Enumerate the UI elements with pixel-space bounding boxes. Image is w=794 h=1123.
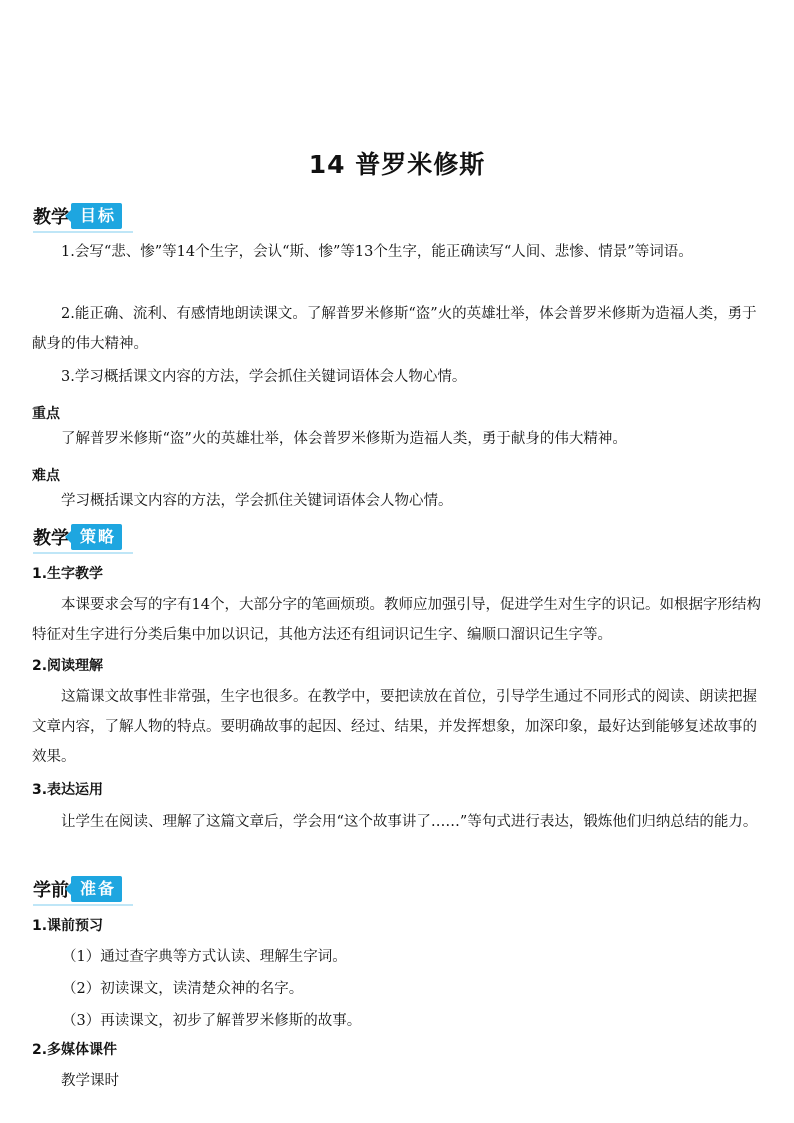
strategy-title-1: 1.生字教学 [32,566,104,582]
section-head-goals [33,201,122,231]
section-head-main: 学前 [33,880,69,901]
section-underline [33,904,133,906]
goal-item-1: 1.会写“悲、惨”等14个生字，会认“斯、惨”等13个生字，能正确读写“人间、悲惨、情景”等词语。 [61,244,693,260]
key-point-label: 重点 [32,406,60,422]
difficulty-label: 难点 [32,468,60,484]
strategy-title-2: 2.阅读理解 [32,658,104,674]
section-head-main: 教学 [33,528,69,549]
key-point-text: 了解普罗米修斯“盗”火的英雄壮举，体会普罗米修斯为造福人类，勇于献身的伟大精神。 [61,431,627,447]
section-head-tag: 准备 [71,876,122,902]
difficulty-text: 学习概括课文内容的方法，学会抓住关键词语体会人物心情。 [61,493,453,509]
strategy-text-2: 这篇课文故事性非常强，生字也很多。在教学中，要把读放在首位，引导学生通过不同形式的阅读、朗读把握文章内容，了解人物的特点。要明确故事的起因、经过、结果，并发挥想象，加深印象，最好达到能够复述故事的效果。 [32,689,757,765]
section-head-tag: 策略 [71,524,122,550]
section-head-strategy [33,522,122,552]
section-head-tag: 目标 [71,203,122,229]
strategy-title-3: 3.表达运用 [32,782,104,798]
strategy-text-1: 本课要求会写的字有14个，大部分字的笔画烦琐。教师应加强引导，促进学生对生字的识记。如根据字形结构特征对生字进行分类后集中加以识记，其他方法还有组词识记生字、编顺口溜识记生字等。 [32,597,761,643]
section-head-main: 教学 [33,207,69,228]
prep-title-1: 1.课前预习 [32,918,104,934]
section-underline [33,552,133,554]
goal-item-3: 3.学习概括课文内容的方法，学会抓住关键词语体会人物心情。 [61,369,467,385]
prep-item-2: （2）初读课文，读清楚众神的名字。 [62,981,304,997]
prep-item-3: （3）再读课文，初步了解普罗米修斯的故事。 [62,1013,362,1029]
strategy-text-3: 让学生在阅读、理解了这篇文章后，学会用“这个故事讲了……”等句式进行表达，锻炼他们归纳总结的能力。 [61,814,758,830]
prep-title-2: 2.多媒体课件 [32,1042,118,1058]
goal-item-2: 2.能正确、流利、有感情地朗读课文。了解普罗米修斯“盗”火的英雄壮举，体会普罗米修斯为造福人类，勇于献身的伟大精神。 [32,306,757,352]
prep-text-2: 教学课时 [61,1073,119,1089]
page-title: 14 普罗米修斯 [308,150,486,179]
section-underline [33,231,133,233]
section-head-prep [33,874,122,904]
prep-item-1: （1）通过查字典等方式认读、理解生字词。 [62,949,347,965]
